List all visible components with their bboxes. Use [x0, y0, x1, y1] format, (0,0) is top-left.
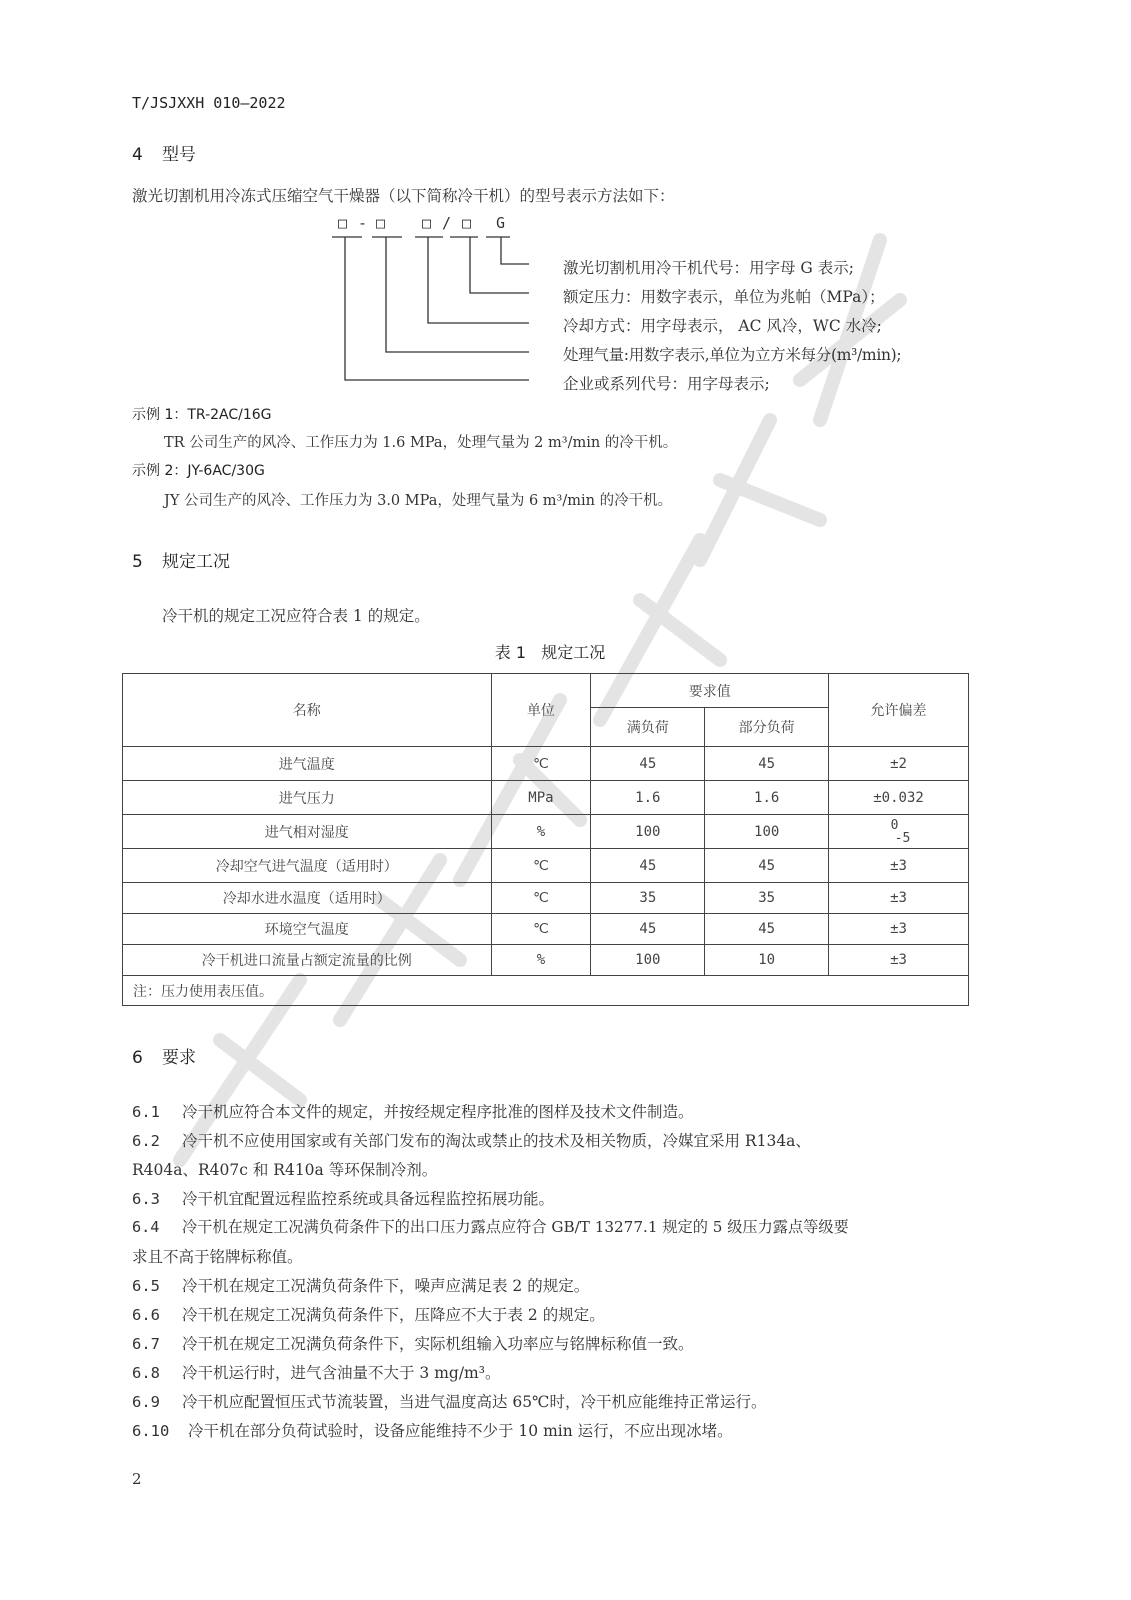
example-1-text: TR 公司生产的风冷、工作压力为 1.6 MPa，处理气量为 2 m³/min 的冷干机。: [164, 435, 678, 451]
item-number: 6.7: [132, 1335, 160, 1353]
item-number: 6.3: [132, 1190, 160, 1208]
cell-name: 冷却空气进气温度（适用时）: [123, 849, 492, 883]
cell-part: 35: [705, 883, 829, 914]
table-row: [123, 849, 969, 883]
requirement-item: [132, 1303, 605, 1325]
cell-part: 45: [705, 914, 829, 945]
requirement-item: [132, 1274, 589, 1296]
legend-item: 处理气量:用数字表示,单位为立方米每分(m³/min);: [563, 346, 902, 364]
pattern-slash: /: [442, 214, 452, 232]
header-part-load: 部分负荷: [705, 708, 829, 747]
item-text: 冷干机在规定工况满负荷条件下的出口压力露点应符合 GB/T 13277.1 规定的 5 级压力露点等级要: [182, 1218, 849, 1236]
cell-unit: %: [491, 815, 591, 849]
cell-unit: ℃: [491, 883, 591, 914]
section-4-heading: [132, 140, 196, 165]
header-required: 要求值: [591, 674, 829, 708]
model-bracket-lines: [320, 225, 540, 385]
item-text: 冷干机不应使用国家或有关部门发布的淘汰或禁止的技术及相关物质，冷媒宜采用 R134a、: [182, 1132, 811, 1150]
item-text: 冷干机应符合本文件的规定，并按经规定程序批准的图样及技术文件制造。: [182, 1103, 694, 1121]
conditions-table: [122, 673, 969, 1006]
cell-name: 冷却水进水温度（适用时）: [123, 883, 492, 914]
section-number: 4: [132, 145, 143, 165]
cell-unit: ℃: [491, 849, 591, 883]
table-row: [123, 815, 969, 849]
item-text: 冷干机宜配置远程监控系统或具备远程监控拓展功能。: [182, 1190, 555, 1208]
legend-item: 额定压力：用数字表示，单位为兆帕（MPa）；: [563, 288, 885, 306]
cell-tolerance: ±3: [829, 914, 969, 945]
cell-full: 100: [591, 945, 705, 976]
legend-item: 企业或系列代号：用字母表示;: [563, 375, 770, 393]
cell-full: 1.6: [591, 781, 705, 815]
table-row: [123, 781, 969, 815]
item-continuation: R404a、R407c 和 R410a 等环保制冷剂。: [132, 1161, 438, 1179]
cell-tolerance: ±3: [829, 945, 969, 976]
pattern-box-1: □: [338, 214, 348, 232]
table-row: [123, 914, 969, 945]
cell-tolerance: ±3: [829, 849, 969, 883]
tolerance-upper: 0: [890, 817, 899, 833]
header-unit: 单位: [491, 674, 591, 747]
cell-full: 100: [591, 815, 705, 849]
pattern-box-2: □: [376, 214, 386, 232]
requirement-item: [132, 1361, 500, 1383]
cell-part: 45: [705, 747, 829, 781]
section-number: 5: [132, 552, 143, 572]
section-5-intro: 冷干机的规定工况应符合表 1 的规定。: [162, 607, 430, 625]
item-number: 6.8: [132, 1364, 160, 1382]
cell-name: 环境空气温度: [123, 914, 492, 945]
item-text: 冷干机在规定工况满负荷条件下，噪声应满足表 2 的规定。: [182, 1277, 590, 1295]
item-text: 冷干机应配置恒压式节流装置，当进气温度高达 65℃时，冷干机应能维持正常运行。: [182, 1393, 767, 1411]
requirement-item: [132, 1216, 849, 1237]
header-full-load: 满负荷: [591, 708, 705, 747]
cell-tolerance: ±0.032: [829, 781, 969, 815]
page-number: 2: [132, 1470, 142, 1488]
cell-unit: %: [491, 945, 591, 976]
section-number: 6: [132, 1048, 143, 1068]
cell-full: 35: [591, 883, 705, 914]
cell-name: 进气压力: [123, 781, 492, 815]
header-name: 名称: [123, 674, 492, 747]
cell-part: 45: [705, 849, 829, 883]
item-text: 冷干机运行时，进气含油量不大于 3 mg/m³。: [182, 1364, 501, 1382]
pattern-dash: -: [358, 214, 368, 232]
cell-unit: MPa: [491, 781, 591, 815]
item-number: 6.5: [132, 1277, 160, 1295]
item-number: 6.10: [132, 1422, 170, 1440]
item-text: 冷干机在规定工况满负荷条件下，实际机组输入功率应与铭牌标称值一致。: [182, 1335, 694, 1353]
item-number: 6.9: [132, 1393, 160, 1411]
example-2-label: 示例 2：JY-6AC/30G: [132, 463, 265, 479]
section-title: 规定工况: [162, 552, 230, 572]
cell-name: 进气相对湿度: [123, 815, 492, 849]
requirement-item: [132, 1129, 811, 1151]
section-5-heading: [132, 547, 230, 572]
example-1-label: 示例 1：TR-2AC/16G: [132, 407, 272, 423]
pattern-letter-g: G: [496, 214, 506, 232]
table-row: [123, 747, 969, 781]
cell-part: 10: [705, 945, 829, 976]
cell-tolerance: [829, 815, 969, 849]
item-number: 6.1: [132, 1103, 160, 1121]
table-caption: 表 1 规定工况: [494, 643, 606, 662]
cell-unit: ℃: [491, 747, 591, 781]
requirement-item: [132, 1187, 554, 1209]
requirement-item: [132, 1100, 694, 1122]
pattern-box-3: □: [422, 214, 432, 232]
section-title: 要求: [162, 1048, 196, 1068]
cell-part: 1.6: [705, 781, 829, 815]
table-row: [123, 883, 969, 914]
cell-full: 45: [591, 914, 705, 945]
legend-item: 冷却方式：用字母表示， AC 风冷，WC 水冷;: [563, 317, 882, 335]
item-continuation: 求且不高于铭牌标称值。: [132, 1248, 303, 1266]
pattern-box-4: □: [462, 214, 472, 232]
example-2-text: JY 公司生产的风冷、工作压力为 3.0 MPa，处理气量为 6 m³/min 的冷干机。: [164, 493, 673, 509]
item-text: 冷干机在部分负荷试验时，设备应能维持不少于 10 min 运行，不应出现冰堵。: [188, 1422, 733, 1440]
table-row: [123, 945, 969, 976]
document-id: T/JSJXXH 010—2022: [132, 94, 286, 112]
section-title: 型号: [162, 145, 196, 165]
cell-name: 冷干机进口流量占额定流量的比例: [123, 945, 492, 976]
cell-unit: ℃: [491, 914, 591, 945]
cell-part: 100: [705, 815, 829, 849]
table-note: 注：压力使用表压值。: [123, 976, 969, 1006]
section-4-intro: 激光切割机用冷冻式压缩空气干燥器（以下简称冷干机）的型号表示方法如下：: [132, 187, 675, 205]
item-number: 6.2: [132, 1132, 160, 1150]
requirement-item: [132, 1390, 767, 1412]
cell-name: 进气温度: [123, 747, 492, 781]
cell-full: 45: [591, 849, 705, 883]
legend-item: 激光切割机用冷干机代号：用字母 G 表示;: [563, 259, 854, 277]
item-text: 冷干机在规定工况满负荷条件下，压降应不大于表 2 的规定。: [182, 1306, 605, 1324]
cell-full: 45: [591, 747, 705, 781]
requirement-item: [132, 1419, 733, 1441]
requirement-item: [132, 1332, 694, 1354]
cell-tolerance: ±3: [829, 883, 969, 914]
item-number: 6.4: [132, 1218, 160, 1236]
section-6-heading: [132, 1043, 196, 1068]
cell-tolerance: ±2: [829, 747, 969, 781]
tolerance-lower: -5: [894, 830, 911, 846]
item-number: 6.6: [132, 1306, 160, 1324]
header-tolerance: 允许偏差: [829, 674, 969, 747]
